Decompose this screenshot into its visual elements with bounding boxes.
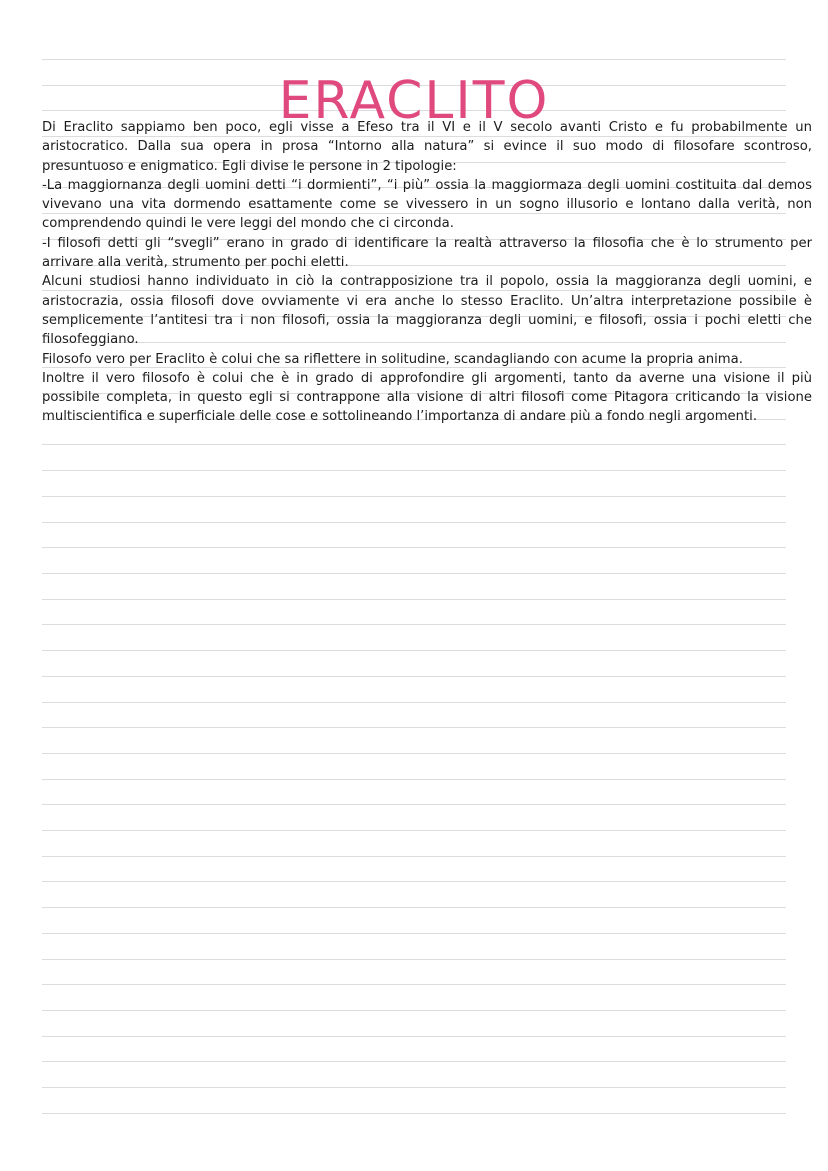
ruled-line bbox=[42, 1087, 786, 1088]
ruled-line bbox=[42, 727, 786, 728]
ruled-line bbox=[42, 470, 786, 471]
ruled-line bbox=[42, 856, 786, 857]
paragraph-interpretazioni: Alcuni studiosi hanno individuato in ciò la contrapposizione tra il popolo, ossia la maggioranza degli uomini, e aristocrazia, ossia filosofi dove ovviamente vi era anche lo stesso Eraclito. Un’altra interpretazione possibile è semplicemente l’antitesi tra i non filosofi, ossia la maggioranza degli uomini, e filosofi, ossia i pochi eletti che filosofeggiano. bbox=[42, 274, 812, 348]
document-body bbox=[42, 118, 812, 427]
ruled-line bbox=[42, 1010, 786, 1011]
ruled-line bbox=[42, 1113, 786, 1114]
ruled-line bbox=[42, 444, 786, 445]
ruled-line bbox=[42, 624, 786, 625]
ruled-line bbox=[42, 804, 786, 805]
ruled-line bbox=[42, 650, 786, 651]
paragraph-conclusione: Inoltre il vero filosofo è colui che è in grado di approfondire gli argomenti, tanto da averne una visione il più possibile completa, in questo egli si contrappone alla visione di altri filosofi come Pitagora criticando la visione multiscientifica e superficiale delle cose e sottolineando l’importanza di andare più a fondo negli argomenti. bbox=[42, 370, 812, 425]
ruled-line bbox=[42, 1036, 786, 1037]
ruled-line bbox=[42, 522, 786, 523]
paragraph-intro: Di Eraclito sappiamo ben poco, egli visse a Efeso tra il VI e il V secolo avanti Cristo e fu probabilmente un aristocratico. Dalla sua opera in prosa “Intorno alla natura” si evince il suo modo di filosofare scontroso, presuntuoso e enigmatico. Egli divise le persone in 2 tipologie: bbox=[42, 120, 812, 174]
ruled-line bbox=[42, 753, 786, 754]
paragraph-svegli: -I filosofi detti gli “svegli” erano in grado di identificare la realtà attraverso la filosofia che è lo strumento per arrivare alla verità, strumento per pochi eletti. bbox=[42, 235, 812, 271]
ruled-line bbox=[42, 959, 786, 960]
paragraph-dormienti: -La maggiornanza degli uomini detti “i dormienti”, “i più” ossia la maggiormaza degli uomini costituita dal demos vivevano una vita dormendo esattamente come se vivessero in un sogno illusorio e lontano dalla verità, non comprendendo quindi le vere leggi del mondo che ci circonda. bbox=[42, 177, 812, 232]
ruled-line bbox=[42, 830, 786, 831]
ruled-line bbox=[42, 676, 786, 677]
page-title: ERACLITO bbox=[278, 70, 550, 131]
paragraph-filosofo-vero: Filosofo vero per Eraclito è colui che sa riflettere in solitudine, scandagliando con acume la propria anima. bbox=[42, 351, 743, 367]
ruled-line bbox=[42, 779, 786, 780]
ruled-line bbox=[42, 1061, 786, 1062]
ruled-line bbox=[42, 599, 786, 600]
ruled-line bbox=[42, 984, 786, 985]
ruled-line bbox=[42, 59, 786, 60]
ruled-line bbox=[42, 496, 786, 497]
ruled-line bbox=[42, 933, 786, 934]
ruled-line bbox=[42, 907, 786, 908]
ruled-line bbox=[42, 547, 786, 548]
ruled-line bbox=[42, 881, 786, 882]
ruled-line bbox=[42, 702, 786, 703]
ruled-line bbox=[42, 573, 786, 574]
